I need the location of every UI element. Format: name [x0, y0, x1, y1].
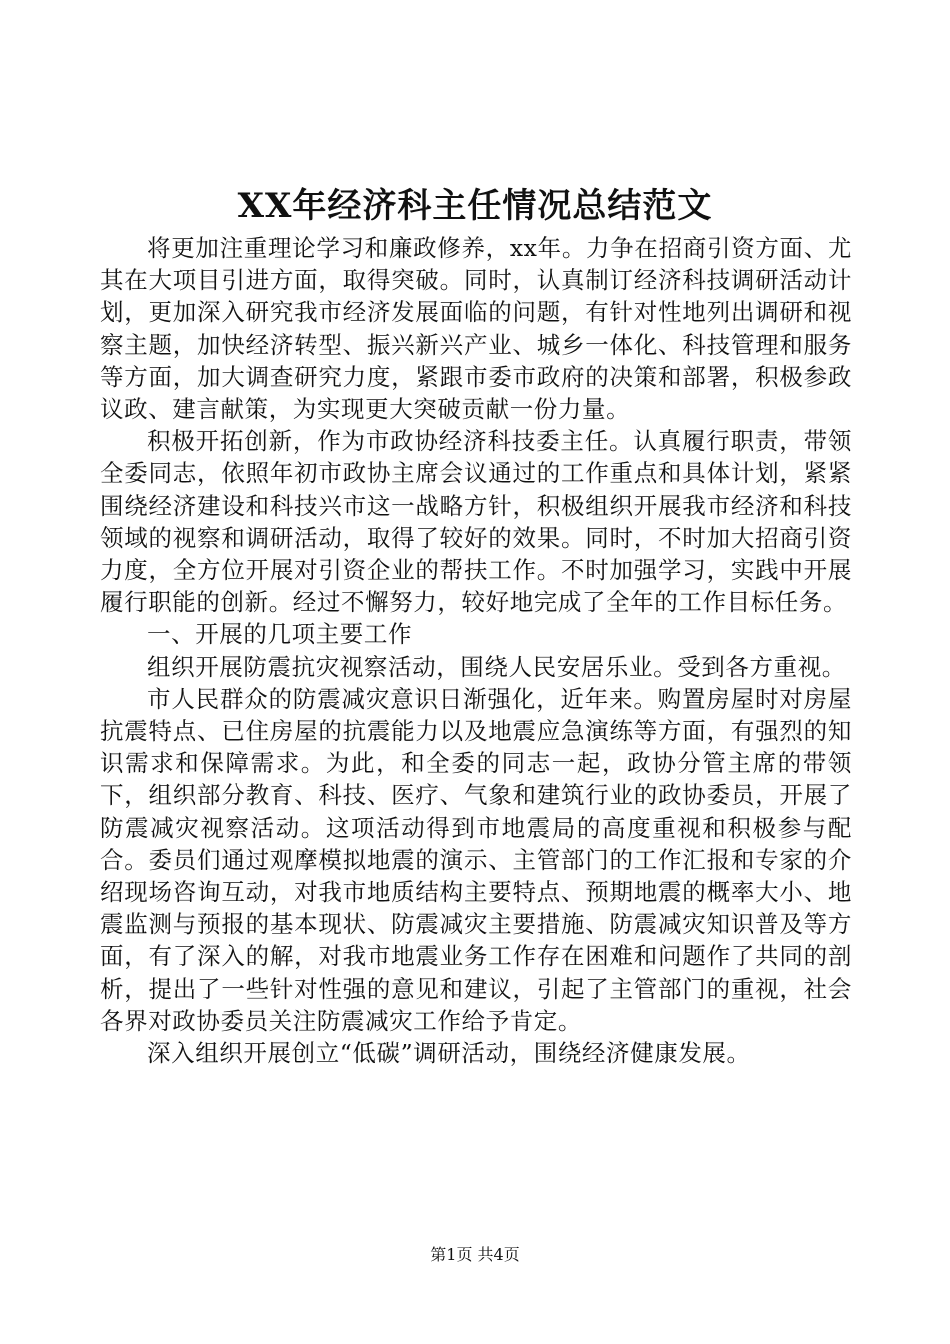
- section-heading-main-work: 一、开展的几项主要工作: [147, 620, 413, 649]
- paragraph-earthquake-inspection: 组织开展防震抗灾视察活动，围绕人民安居乐业。受到各方重视。: [147, 652, 846, 681]
- paragraph-earthquake-details: 市人民群众的防震减灾意识日渐强化，近年来。购置房屋时对房屋抗震特点、已住房屋的抗震能力以及地震应急演练等方面，有强烈的知识需求和保障需求。为此，和全委的同志一起，政协分管主席的带领下，组织部分教育、科技、医疗、气象和建筑行业的政协委员，开展了防震减灾视察活动。这项活动得到市地震局的高度重视和积极参与配合。委员们通过观摩模拟地震的演示、主管部门的工作汇报和专家的介绍现场咨询互动，对我市地质结构主要特点、预期地震的概率大小、地震监测与预报的基本现状、防震减灾主要措施、防震减灾知识普及等方面，有了深入的解，对我市地震业务工作存在困难和问题作了共同的剖析，提出了一些针对性强的意见和建议，引起了主管部门的重视，社会各界对政协委员关注防震减灾工作给予肯定。: [100, 684, 852, 1035]
- page-number-footer: 第1页 共4页: [430, 1245, 520, 1264]
- document-title: XX年经济科主任情况总结范文: [237, 186, 713, 226]
- paragraph-innovation: 积极开拓创新，作为市政协经济科技委主任。认真履行职责，带领全委同志，依照年初市政协主席会议通过的工作重点和具体计划，紧紧围绕经济建设和科技兴市这一战略方针，积极组织开展我市经济和科技领域的视察和调研活动，取得了较好的效果。同时，不时加大招商引资力度，全方位开展对引资企业的帮扶工作。不时加强学习，实践中开展履行职能的创新。经过不懈努力，较好地完成了全年的工作目标任务。: [100, 427, 852, 617]
- paragraph-low-carbon: 深入组织开展创立“低碳”调研活动，围绕经济健康发展。: [147, 1039, 751, 1068]
- document-body: [100, 232, 852, 1069]
- paragraph-study-plan: 将更加注重理论学习和廉政修养，xx年。力争在招商引资方面、尤其在大项目引进方面，取得突破。同时，认真制订经济科技调研活动计划，更加深入研究我市经济发展面临的问题，有针对性地列出调研和视察主题，加快经济转型、振兴新兴产业、城乡一体化、科技管理和服务等方面，加大调查研究力度，紧跟市委市政府的决策和部署，积极参政议政、建言献策，为实现更大突破贡献一份力量。: [100, 234, 852, 424]
